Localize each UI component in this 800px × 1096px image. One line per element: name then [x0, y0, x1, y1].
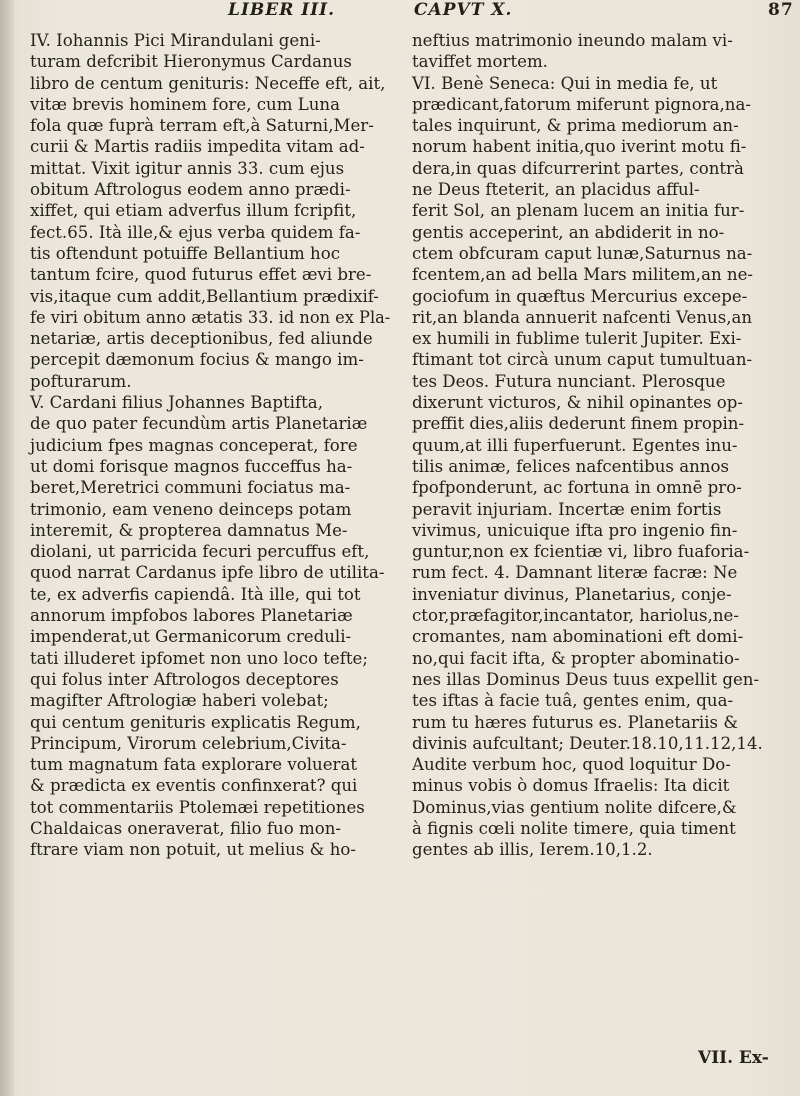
- text-line: Principum, Virorum celebrium,Civita-: [30, 733, 347, 753]
- text-line: vitæ brevis hominem fore, cum Luna: [30, 94, 341, 114]
- text-line: qui folus inter Aftrologos deceptores: [30, 669, 339, 689]
- catchword: VII. Ex-: [698, 1048, 769, 1068]
- text-line: guntur,non ex fcientiæ vi, libro fuaforia-: [412, 542, 750, 562]
- left-text-column: [30, 30, 390, 861]
- text-line: tilis animæ, felices nafcentibus annos: [412, 456, 729, 476]
- text-line: no,qui facit ifta, & propter abominatio-: [412, 648, 740, 668]
- text-line: à fignis cœli nolite timere, quia timent: [412, 818, 736, 838]
- text-line: Dominus,vias gentium nolite difcere,&: [412, 797, 737, 817]
- text-line: Audite verbum hoc, quod loquitur Do-: [412, 755, 731, 775]
- text-line: nes illas Dominus Deus tuus expellit gen-: [412, 669, 760, 689]
- text-line: impenderat,ut Germanicorum creduli-: [30, 627, 352, 647]
- text-line: rum tu hæres futurus es. Planetariis &: [412, 712, 739, 732]
- text-line: divinis aufcultant; Deuter.18.10,11.12,14.: [412, 733, 763, 753]
- text-line: diolani, ut parricida fecuri percuffus eft,: [30, 542, 370, 562]
- text-line: Chaldaicas oneraverat, filio fuo mon-: [30, 818, 342, 838]
- text-line: ne Deus fteterit, an placidus afful-: [412, 180, 700, 200]
- text-line: ex humili in fublime tulerit Jupiter. Exi-: [412, 329, 742, 349]
- text-line: fola quæ fuprà terram eft,à Saturni,Mer-: [30, 116, 374, 136]
- text-line: gociofum in quæftus Mercurius excepe-: [412, 286, 748, 306]
- text-line: dera,in quas difcurrerint partes, contrà: [412, 158, 744, 178]
- running-head-right: CAPVT X.: [414, 0, 513, 20]
- page-gutter-shadow: [0, 0, 14, 1096]
- text-line: preffit dies,aliis dederunt finem propin-: [412, 414, 745, 434]
- text-line: beret,Meretrici communi fociatus ma-: [30, 478, 351, 498]
- text-line: rit,an blanda annuerit nafcenti Venus,an: [412, 307, 753, 327]
- text-line: interemit, & propterea damnatus Me-: [30, 520, 348, 540]
- text-line: mittat. Vixit igitur annis 33. cum ejus: [30, 158, 345, 178]
- text-line: quum,at illi fuperfuerunt. Egentes inu-: [412, 435, 738, 455]
- text-line: quod narrat Cardanus ipfe libro de utilita-: [30, 563, 385, 583]
- text-line: ctem obfcuram caput lunæ,Saturnus na-: [412, 243, 753, 263]
- text-line: judicium fpes magnas conceperat, fore: [30, 435, 358, 455]
- text-line: turam defcribit Hieronymus Cardanus: [30, 52, 352, 72]
- text-line: tantum fcire, quod futurus effet ævi bre-: [30, 265, 372, 285]
- text-line: netariæ, artis deceptionibus, fed aliunde: [30, 329, 373, 349]
- text-line: minus vobis ò domus Ifraelis: Ita dicit: [412, 776, 730, 796]
- text-line: de quo pater fecundùm artis Planetariæ: [30, 414, 368, 434]
- text-line: ferit Sol, an plenam lucem an initia fur-: [412, 201, 745, 221]
- text-line: prædicant,fatorum miferunt pignora,na-: [412, 94, 751, 114]
- text-line: peravit injuriam. Incertæ enim fortis: [412, 499, 722, 519]
- text-line: neftius matrimonio ineundo malam vi-: [412, 31, 733, 50]
- text-line: IV. Iohannis Pici Mirandulani geni-: [30, 31, 321, 50]
- text-line: ftimant tot circà unum caput tumultuan-: [412, 350, 753, 370]
- text-line: taviffet mortem.: [412, 52, 548, 72]
- page-number: 87: [768, 0, 794, 20]
- text-line: dixerunt victuros, & nihil opinantes op-: [412, 393, 743, 413]
- text-line: percepit dæmonum focius & mango im-: [30, 350, 364, 370]
- text-line: trimonio, eam veneno deinceps potam: [30, 499, 352, 519]
- text-line: gentes ab illis, Ierem.10,1.2.: [412, 840, 653, 860]
- text-line: tes Deos. Futura nunciant. Plerosque: [412, 371, 726, 391]
- text-line: & prædicta ex eventis confinxerat? qui: [30, 776, 358, 796]
- text-line: qui centum genituris explicatis Regum,: [30, 712, 361, 732]
- text-line: vivimus, unicuique ifta pro ingenio fin-: [412, 520, 738, 540]
- text-line: magifter Aftrologiæ haberi volebat;: [30, 691, 329, 711]
- text-line: gentis acceperint, an abdiderit in no-: [412, 222, 725, 242]
- text-line: cromantes, nam abominationi eft domi-: [412, 627, 744, 647]
- text-line: vis,itaque cum addit,Bellantium prædixif-: [30, 286, 379, 306]
- text-line: V. Cardani filius Johannes Baptifta,: [30, 393, 323, 413]
- text-line: fcentem,an ad bella Mars militem,an ne-: [412, 265, 754, 285]
- text-line: curii & Martis radiis impedita vitam ad-: [30, 137, 365, 157]
- text-line: annorum impfobos labores Planetariæ: [30, 606, 353, 626]
- text-line: tales inquirunt, & prima mediorum an-: [412, 116, 739, 136]
- text-line: ftrare viam non potuit, ut melius & ho-: [30, 840, 356, 860]
- text-line: libro de centum genituris: Neceffe eft, ait,: [30, 73, 386, 93]
- text-line: fect.65. Ità ille,& ejus verba quidem fa-: [30, 222, 361, 242]
- text-line: tis oftendunt potuiffe Bellantium hoc: [30, 243, 341, 263]
- text-line: ctor,præfagitor,incantator, hariolus,ne-: [412, 606, 739, 626]
- text-line: tot commentariis Ptolemæi repetitiones: [30, 797, 365, 817]
- text-line: tum magnatum fata explorare voluerat: [30, 755, 358, 775]
- text-line: tes iftas à facie tuâ, gentes enim, qua-: [412, 691, 734, 711]
- right-text-column: [412, 30, 784, 861]
- text-line: fpofponderunt, ac fortuna in omnē pro-: [412, 478, 742, 498]
- text-line: te, ex adverfis capiendâ. Ità ille, qui tot: [30, 584, 361, 604]
- text-line: xiffet, qui etiam adverfus illum fcripfit,: [30, 201, 357, 221]
- text-line: VI. Benè Seneca: Qui in media fe, ut: [412, 73, 718, 93]
- running-head-left: LIBER III.: [228, 0, 336, 20]
- text-line: ut domi forisque magnos fucceffus ha-: [30, 456, 353, 476]
- text-line: rum fect. 4. Damnant literæ facræ: Ne: [412, 563, 738, 583]
- text-line: inveniatur divinus, Planetarius, conje-: [412, 584, 732, 604]
- text-line: pofturarum.: [30, 371, 132, 391]
- text-line: tati illuderet ipfomet non uno loco tefte;: [30, 648, 368, 668]
- text-line: norum habent initia,quo iverint motu fi-: [412, 137, 747, 157]
- text-line: fe viri obitum anno ætatis 33. id non ex Pla-: [30, 307, 391, 327]
- text-line: obitum Aftrologus eodem anno prædi-: [30, 180, 351, 200]
